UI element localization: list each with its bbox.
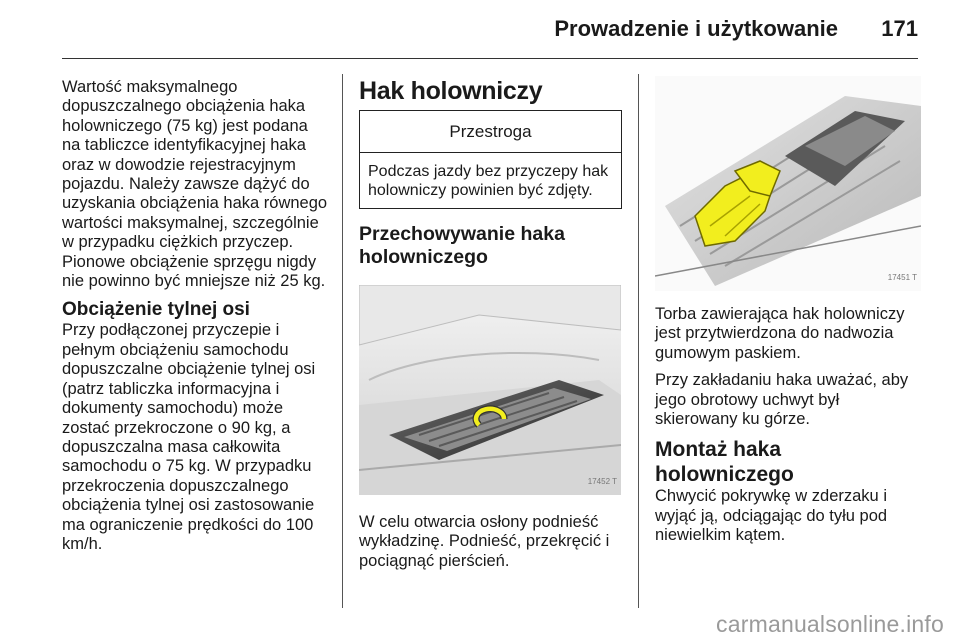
bag-paragraph: Torba zawierająca hak holowniczy jest przytwierdzona do nadwozia gumowym paskiem. bbox=[655, 305, 905, 362]
column-2 bbox=[359, 76, 625, 579]
column-divider-left bbox=[342, 74, 343, 608]
section-title: Hak holowniczy bbox=[359, 77, 543, 105]
column-3 bbox=[655, 76, 925, 554]
caution-label: Przestroga bbox=[360, 111, 621, 153]
tow-hook-bag-illustration bbox=[655, 76, 921, 291]
page-number: 171 bbox=[881, 16, 918, 41]
max-load-paragraph: Wartość maksymalnego dopuszczalnego obciążenia haka holowniczego (75 kg) jest podana na tabliczce identyfikacyjnej haka oraz w dowodzie rejestracyjnym pojazdu. Należy zawsze dążyć do uzyskania obciążenia haka równego wartości maksymalnej, szczególnie w przypadku ciężkich przyczep. Pionowe obciążenie sprzęgu nigdy nie powinno być mniejsze niż 25 kg. bbox=[62, 78, 328, 291]
page-header-title: Prowadzenie i użytkowanie bbox=[554, 16, 838, 41]
handle-paragraph: Przy zakładaniu haka uważać, aby jego obrotowy uchwyt był skierowany ku górze. bbox=[655, 371, 909, 429]
mounting-heading: Montaż haka holowniczego bbox=[655, 438, 794, 487]
caution-text: Podczas jazdy bez przyczepy hak holowniczy powinien być zdjęty. bbox=[368, 163, 609, 199]
page-header bbox=[0, 0, 960, 62]
tow-hook-bag-drawing bbox=[655, 76, 921, 291]
caution-box bbox=[359, 110, 622, 209]
column-divider-right bbox=[638, 74, 639, 608]
storage-heading: Przechowywanie haka holowniczego bbox=[359, 223, 565, 268]
trunk-floor-drawing bbox=[359, 285, 621, 495]
rear-axle-heading: Obciążenie tylnej osi bbox=[62, 299, 250, 321]
trunk-floor-illustration bbox=[359, 285, 621, 495]
mounting-paragraph: Chwycić pokrywkę w zderzaku i wyjąć ją, odciągając do tyłu pod niewielkim kątem. bbox=[655, 487, 888, 545]
watermark: carmanualsonline.info bbox=[716, 611, 944, 637]
column-1 bbox=[62, 78, 330, 562]
figure-code: 17452 T bbox=[587, 476, 617, 486]
header-divider bbox=[62, 58, 918, 59]
figure-code: 17451 T bbox=[887, 272, 917, 282]
rear-axle-paragraph: Przy podłączonej przyczepie i pełnym obciążeniu samochodu dopuszczalne obciążenie tylnej osi (patrz tabliczka informacyjna i dokumenty samochodu) może zostać przekroczone o 90 kg, a dopuszczalna masa całkowita samochodu o 75 kg. W przypadku przekroczenia dopuszczalnego obciążenia tylnej osi zastosowanie ma ograniczenie prędkości do 100 km/h. bbox=[62, 321, 316, 553]
open-cover-paragraph: W celu otwarcia osłony podnieść wykładzinę. Podnieść, przekręcić i pociągnąć pierścień. bbox=[359, 513, 610, 570]
